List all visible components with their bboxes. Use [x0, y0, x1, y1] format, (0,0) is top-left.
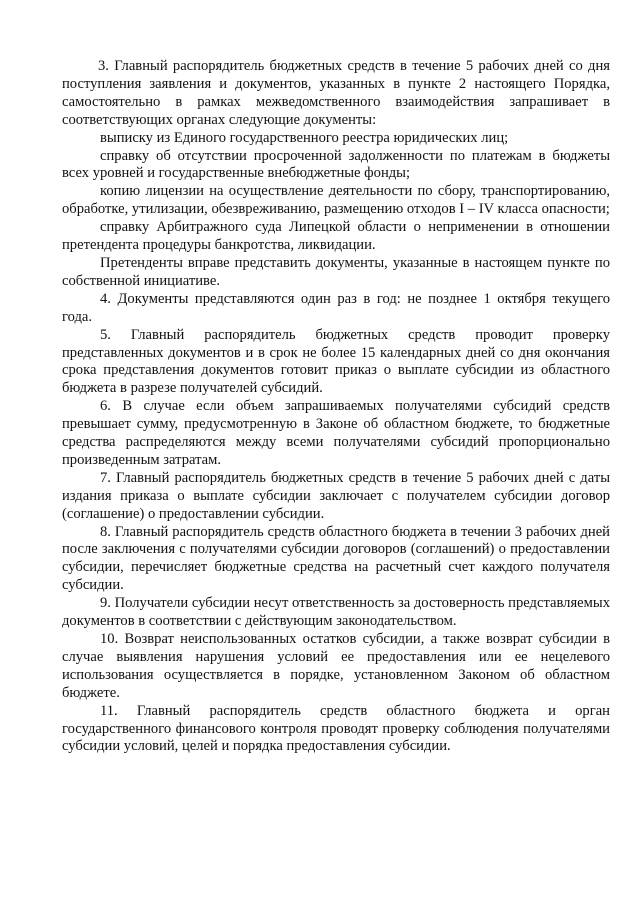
paragraph-item-10: 10. Возврат неиспользованных остатков субсидии, а также возврат субсидии в случае выявления нарушения условий ее предоставления или ее нецелевого использования осуществляется в порядке, установленном Законом об областном бюджете.: [62, 631, 610, 701]
paragraph-item-7: 7. Главный распорядитель бюджетных средств в течение 5 рабочих дней с даты издания приказа о выплате субсидии заключает с получателем субсидии договор (соглашение) о предоставлении субсидии.: [62, 469, 610, 522]
paragraph-egrul-extract: выписку из Единого государственного реестра юридических лиц;: [100, 129, 509, 146]
paragraph-item-6: 6. В случае если объем запрашиваемых получателями субсидий средств превышает сумму, предусмотренную в Законе об областном бюджете, то бюджетные средства распределяются между всеми получателями субсидий пропорционально произведенным затратам.: [62, 398, 610, 468]
paragraph-arbitration-certificate: справку Арбитражного суда Липецкой области о неприменении в отношении претендента процедуры банкротства, ликвидации.: [62, 219, 610, 254]
paragraph-own-initiative: Претенденты вправе представить документы, указанные в настоящем пункте по собственной инициативе.: [62, 254, 610, 289]
paragraph-item-4: 4. Документы представляются один раз в год: не позднее 1 октября текущего года.: [62, 290, 610, 325]
paragraph-license-copy: копию лицензии на осуществление деятельности по сбору, транспортированию, обработке, утилизации, обезвреживанию, размещению отходов I – IV класса опасности;: [62, 183, 610, 218]
paragraph-no-debt-certificate: справку об отсутствии просроченной задолженности по платежам в бюджеты всех уровней и государственные внебюджетные фонды;: [62, 147, 610, 182]
paragraph-item-5: 5. Главный распорядитель бюджетных средств проводит проверку представленных документов и в срок не более 15 календарных дней со дня окончания срока представления документов готовит приказ о выплате субсидии из областного бюджета в разрезе получателей субсидий.: [62, 326, 610, 397]
paragraph-item-9: 9. Получатели субсидии несут ответственность за достоверность представляемых документов в соответствии с действующим законодательством.: [62, 595, 610, 630]
paragraph-item-11: 11. Главный распорядитель средств областного бюджета и орган государственного финансового контроля проводят проверку соблюдения получателями субсидии условий, целей и порядка предоставления субсидии.: [62, 702, 610, 755]
document-page: [62, 58, 610, 756]
paragraph-item-3: 3. Главный распорядитель бюджетных средств в течение 5 рабочих дней со дня поступления заявления и документов, указанных в пункте 2 настоящего Порядка, самостоятельно в рамках межведомственного взаимодействия запрашивает в соответствующих органах следующие документы:: [62, 58, 610, 128]
paragraph-item-8: 8. Главный распорядитель средств областного бюджета в течении 3 рабочих дней после заключения с получателями субсидии договоров (соглашений) о предоставлении субсидии, перечисляет бюджетные средства на расчетный счет каждого получателя субсидии.: [62, 523, 610, 594]
